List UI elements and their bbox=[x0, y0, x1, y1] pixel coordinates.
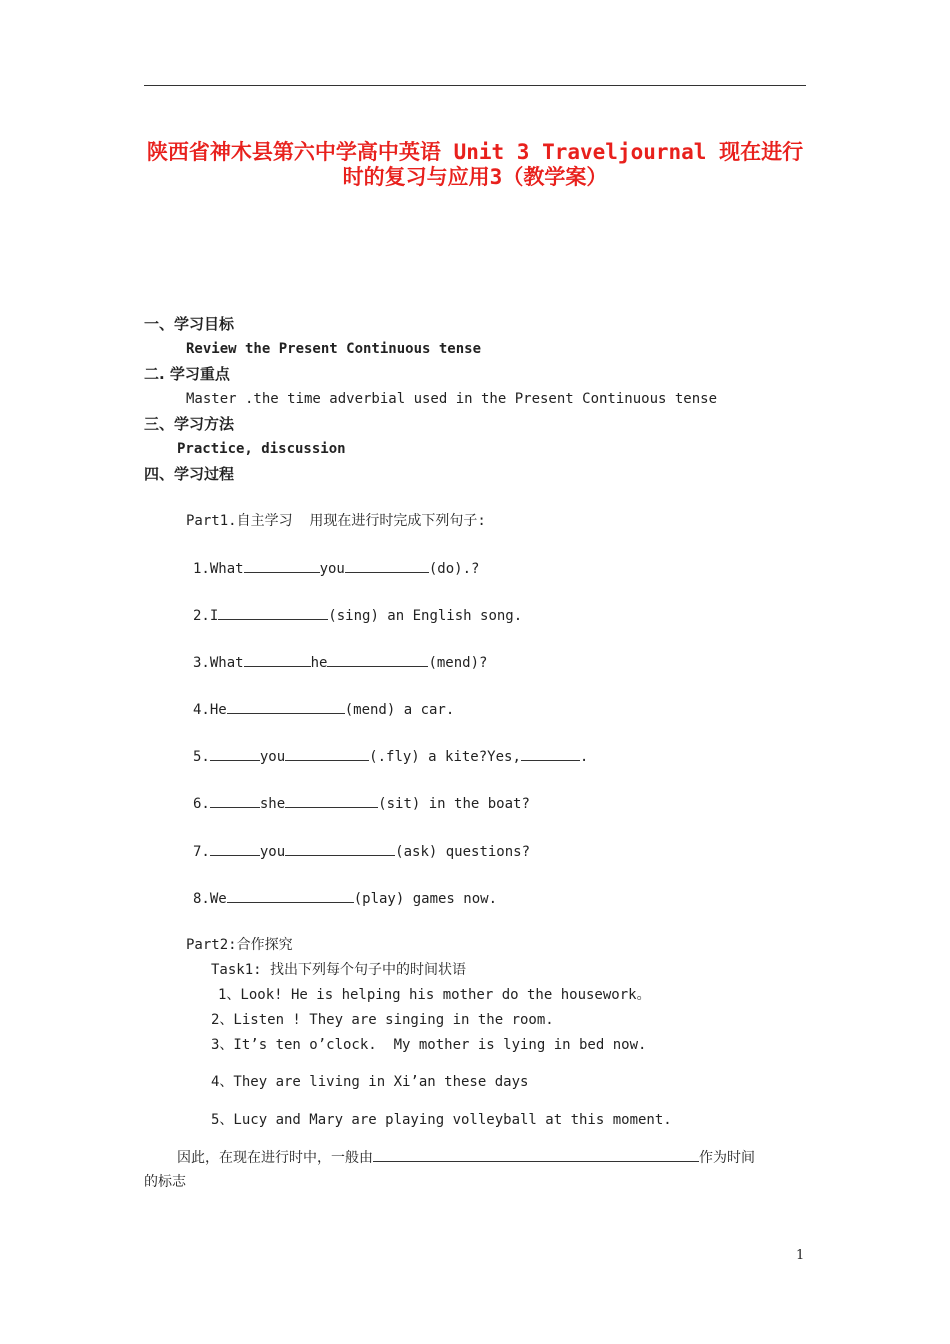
section-heading-process: 四、学习过程 bbox=[144, 465, 235, 483]
answer-blank bbox=[285, 793, 378, 808]
answer-blank bbox=[210, 841, 260, 856]
task1-heading: Task1: 找出下列每个句子中的时间状语 bbox=[211, 962, 467, 978]
answer-blank bbox=[244, 652, 311, 667]
section-body-goals: Review the Present Continuous tense bbox=[186, 341, 482, 357]
section-heading-goals: 一、学习目标 bbox=[144, 315, 235, 333]
document-title-line1: 陕西省神木县第六中学高中英语 Unit 3 Traveljournal 现在进行 bbox=[146, 140, 804, 164]
answer-blank bbox=[244, 558, 320, 573]
exercise-item-6: 6. she (sit) in the boat? bbox=[193, 793, 530, 814]
task-sentence-2: 2、Listen ! They are singing in the room. bbox=[211, 1012, 554, 1028]
exercise-item-1: 1.What you (do).? bbox=[193, 558, 479, 579]
exercise-item-5: 5. you (.fly) a kite?Yes, . bbox=[193, 746, 588, 767]
answer-blank bbox=[285, 746, 369, 761]
answer-blank bbox=[227, 888, 354, 903]
exercise-item-2: 2.I (sing) an English song. bbox=[193, 605, 522, 626]
section-body-method: Practice, discussion bbox=[177, 441, 346, 457]
section-body-focus: Master .the time adverbial used in the Present Continuous tense bbox=[186, 391, 718, 407]
task-sentence-5: 5、Lucy and Mary are playing volleyball at this moment. bbox=[211, 1112, 672, 1128]
answer-blank bbox=[345, 558, 429, 573]
document-title-line2: 时的复习与应用3（教学案） bbox=[342, 165, 608, 189]
answer-blank bbox=[227, 699, 345, 714]
conclusion-line: 因此，在现在进行时中，一般由 作为时间 bbox=[177, 1147, 755, 1168]
exercise-item-4: 4.He (mend) a car. bbox=[193, 699, 454, 720]
section-heading-method: 三、学习方法 bbox=[144, 415, 235, 433]
exercise-item-8: 8.We (play) games now. bbox=[193, 888, 497, 909]
part1-heading: Part1.自主学习 用现在进行时完成下列句子: bbox=[186, 513, 486, 529]
answer-blank bbox=[327, 652, 428, 667]
answer-blank bbox=[218, 605, 328, 620]
answer-blank bbox=[373, 1147, 699, 1162]
header-rule bbox=[144, 85, 806, 86]
answer-blank bbox=[210, 746, 260, 761]
conclusion-line2: 的标志 bbox=[144, 1174, 186, 1190]
answer-blank bbox=[521, 746, 580, 761]
section-heading-focus: 二. 学习重点 bbox=[144, 365, 230, 383]
task-sentence-3: 3、It’s ten o’clock. My mother is lying in bed now. bbox=[211, 1037, 647, 1053]
page-number: 1 bbox=[796, 1248, 805, 1263]
exercise-item-3: 3.What he (mend)? bbox=[193, 652, 487, 673]
task-sentence-4: 4、They are living in Xi’an these days bbox=[211, 1074, 529, 1090]
task-sentence-1: 1、Look! He is helping his mother do the housework。 bbox=[218, 987, 651, 1003]
answer-blank bbox=[285, 841, 395, 856]
answer-blank bbox=[210, 793, 260, 808]
part2-heading: Part2:合作探究 bbox=[186, 937, 293, 953]
exercise-item-7: 7. you (ask) questions? bbox=[193, 841, 530, 862]
